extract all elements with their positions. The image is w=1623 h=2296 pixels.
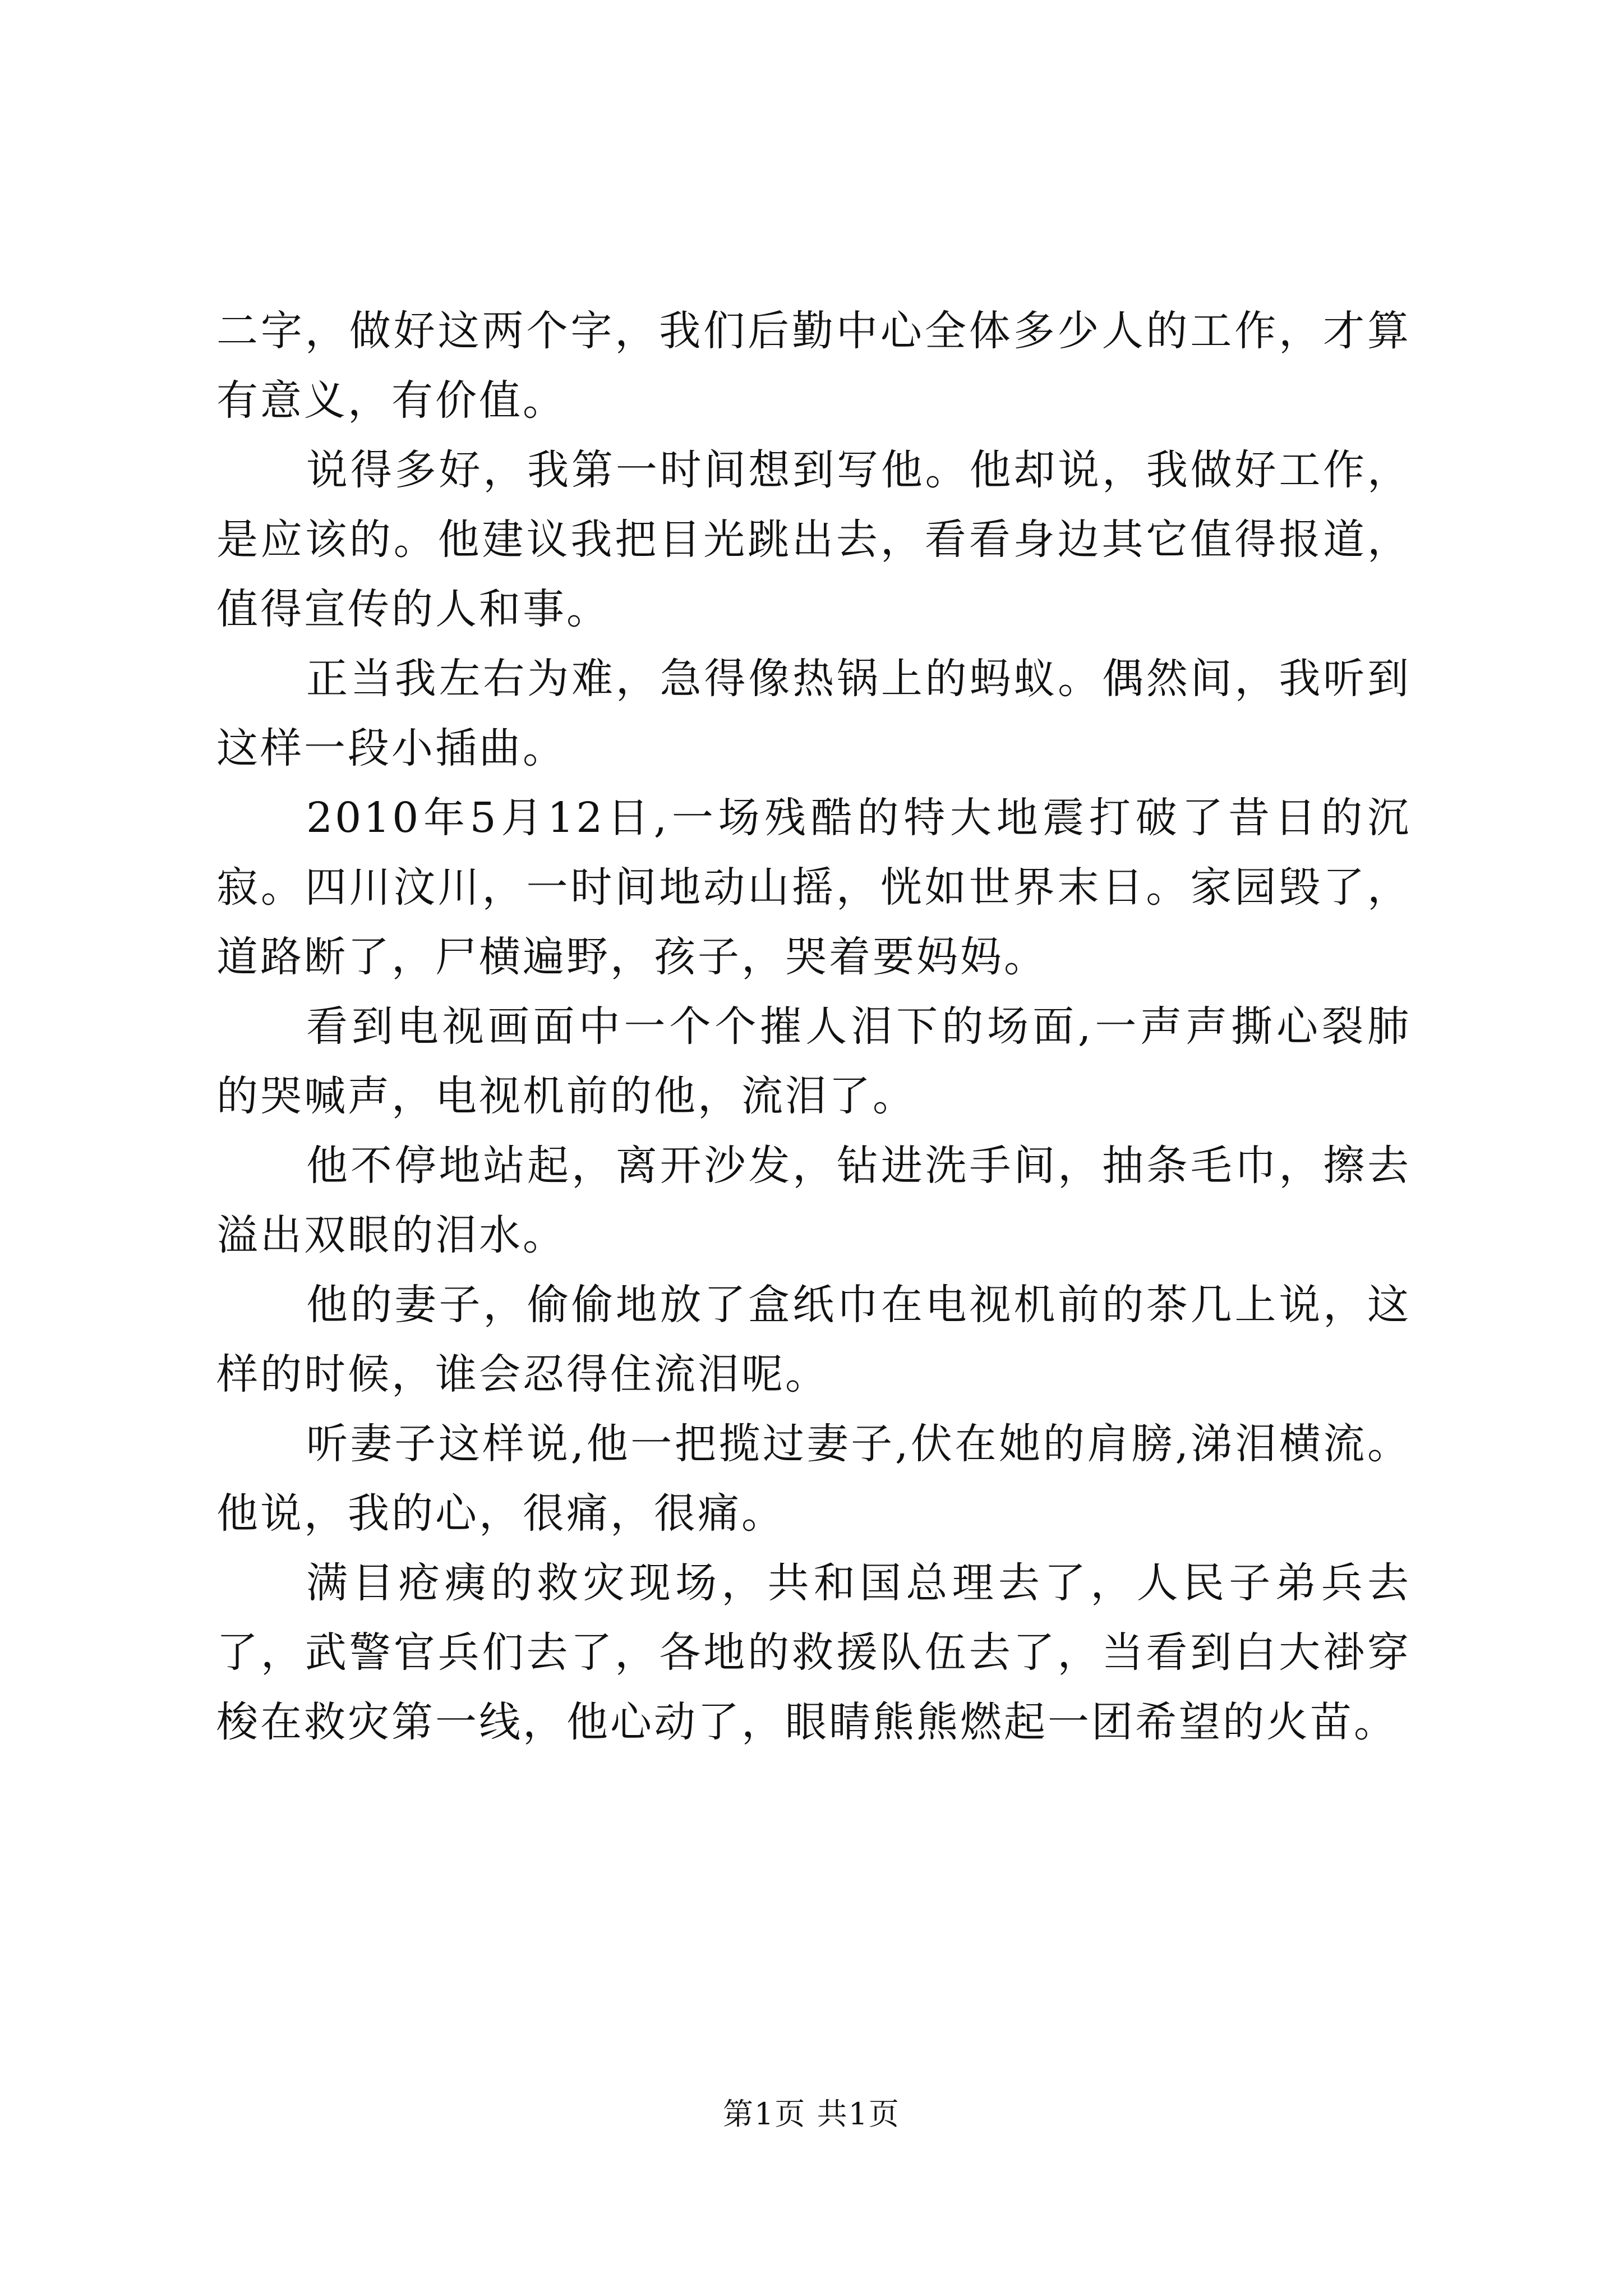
paragraph: 他不停地站起，离开沙发，钻进洗手间，抽条毛巾，擦去溢出双眼的泪水。	[216, 1142, 1411, 1259]
paragraph: 二字，做好这两个字，我们后勤中心全体多少人的工作，才算有意义，有价值。	[216, 307, 1411, 425]
paragraph: 正当我左右为难，急得像热锅上的蚂蚁。偶然间，我听到这样一段小插曲。	[216, 655, 1411, 772]
paragraph: 满目疮痍的救灾现场，共和国总理去了，人民子弟兵去了，武警官兵们去了，各地的救援队伍去了，当看到白大褂穿梭在救灾第一线，他心动了，眼睛熊熊燃起一团希望的火苗。	[216, 1559, 1411, 1746]
document-body	[216, 296, 1411, 1757]
paragraph: 看到电视画面中一个个摧人泪下的场面,一声声撕心裂肺的哭喊声，电视机前的他，流泪了。	[216, 1002, 1411, 1120]
paragraph: 2010年5月12日,一场残酷的特大地震打破了昔日的沉寂。四川汶川，一时间地动山摇，恍如世界末日。家园毁了，道路断了，尸横遍野，孩子，哭着要妈妈。	[216, 794, 1411, 981]
paragraph: 听妻子这样说,他一把揽过妻子,伏在她的肩膀,涕泪横流。他说，我的心，很痛，很痛。	[216, 1420, 1411, 1538]
page-footer: 第1页 共1页	[723, 2096, 900, 2132]
paragraph: 他的妻子，偷偷地放了盒纸巾在电视机前的茶几上说，这样的时候，谁会忍得住流泪呢。	[216, 1281, 1411, 1398]
paragraph: 说得多好，我第一时间想到写他。他却说，我做好工作，是应该的。他建议我把目光跳出去，看看身边其它值得报道，值得宣传的人和事。	[216, 446, 1411, 633]
